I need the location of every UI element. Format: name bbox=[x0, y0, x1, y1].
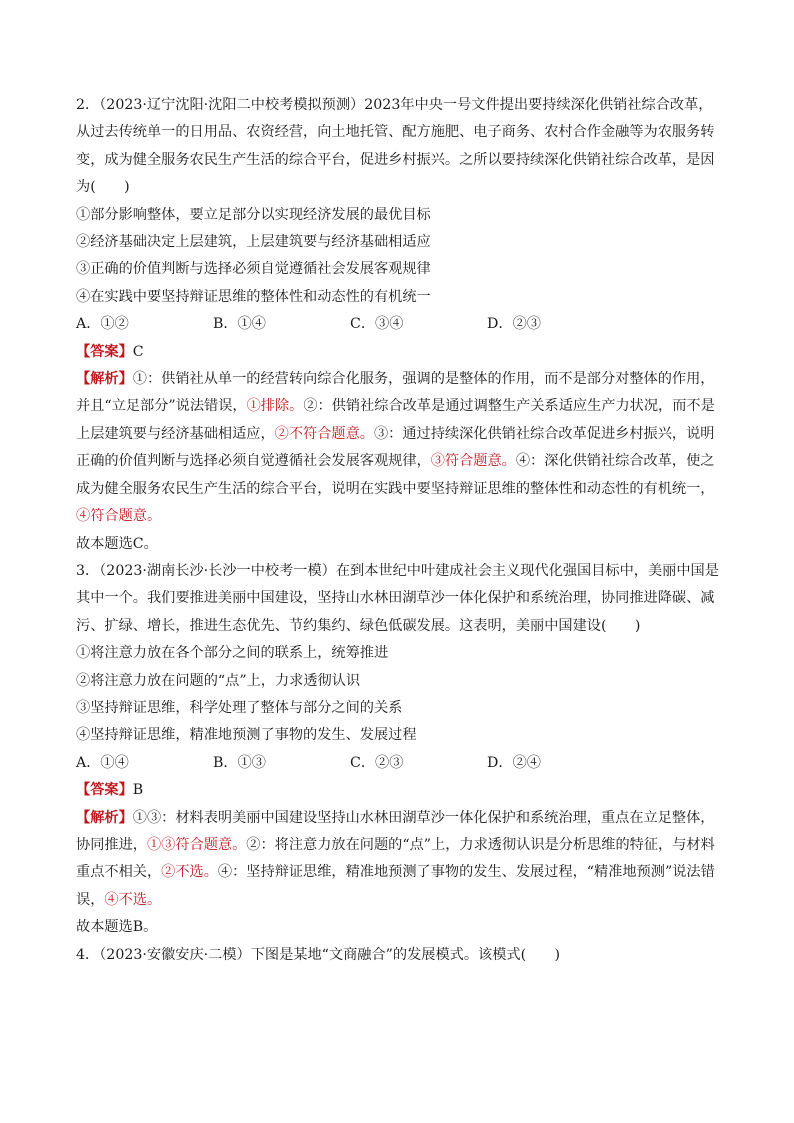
analysis-verdict: ③符合题意。 bbox=[430, 453, 516, 470]
analysis-text: ①③：材料表明美丽中国建设坚持山水林田湖草沙一体化保护和系统治理，重点在立足整体，协同推进， bbox=[76, 809, 715, 853]
question-4-stem: 4．（2023·安徽安庆·二模）下图是某地“文商融合”的发展模式。该模式( ) bbox=[76, 946, 561, 963]
analysis-text: ④：坚持辩证思维，精准地预测了事物的发生、发展过程，“精准地预测”说法错误， bbox=[76, 864, 715, 908]
question-3-statement-3: ③坚持辩证思维，科学处理了整体与部分之间的关系 bbox=[76, 699, 403, 716]
question-3-conclusion: 故本题选B。 bbox=[76, 919, 158, 936]
analysis-verdict: ①③符合题意。 bbox=[146, 836, 247, 853]
question-2-answer bbox=[76, 339, 720, 366]
question-2-statement-3: ③正确的价值判断与选择必须自觉遵循社会发展客观规律 bbox=[76, 261, 431, 278]
question-content bbox=[76, 92, 720, 969]
analysis-label: 【解析】 bbox=[76, 371, 133, 388]
option-a: A．①④ bbox=[76, 754, 129, 771]
analysis-text: ②：将注意力放在问题的“点”上，力求透彻认识是分析思维的特征，与材料重点不相关， bbox=[76, 836, 715, 881]
analysis-verdict: ①排除。 bbox=[246, 398, 304, 415]
analysis-text: ③：通过持续深化供销社综合改革促进乡村振兴，说明正确的价值判断与选择必须自觉遵循社会发展客观规律， bbox=[76, 425, 715, 470]
question-2-statement-2: ②经济基础决定上层建筑，上层建筑要与经济基础相适应 bbox=[76, 234, 431, 251]
question-3-answer bbox=[76, 777, 720, 804]
analysis-text: ①：供销社从单一的经营转向综合化服务，强调的是整体的作用，而不是部分对整体的作用，并且“立足部分”说法错误， bbox=[76, 371, 715, 415]
analysis-verdict: ④符合题意。 bbox=[76, 508, 162, 525]
analysis-verdict: ④不选。 bbox=[104, 891, 162, 908]
question-3-statement-2: ②将注意力放在问题的“点”上，力求透彻认识 bbox=[76, 672, 361, 689]
question-2-conclusion: 故本题选C。 bbox=[76, 535, 158, 552]
question-3-options bbox=[76, 750, 720, 777]
answer-label: 【答案】 bbox=[76, 782, 133, 799]
question-2-statement-1: ①部分影响整体，要立足部分以实现经济发展的最优目标 bbox=[76, 206, 431, 223]
answer-value: B bbox=[132, 782, 144, 799]
question-2-stem: 2．（2023·辽宁沈阳·沈阳二中校考模拟预测）2023年中央一号文件提出要持续深化供销社综合改革，从过去传统单一的日用品、农资经营，向土地托管、配方施肥、电子商务、农村合作金融等为农服务转变，成为健全服务农民生产生活的综合平台，促进乡村振兴。之所以要持续深化供销社综合改革，是因为( ) bbox=[76, 97, 715, 196]
option-d: D．②③ bbox=[487, 316, 541, 333]
analysis-verdict: ②不符合题意。 bbox=[274, 425, 374, 442]
analysis-text: ②：供销社综合改革是通过调整生产关系适应生产力状况，而不是上层建筑要与经济基础相适应， bbox=[76, 398, 715, 442]
question-2-options bbox=[76, 311, 720, 338]
question-2-analysis bbox=[76, 366, 720, 530]
question-3-statement-1: ①将注意力放在各个部分之间的联系上，统筹推进 bbox=[76, 645, 389, 662]
option-a: A．①② bbox=[76, 316, 129, 333]
question-3-statement-4: ④坚持辩证思维，精准地预测了事物的发生、发展过程 bbox=[76, 727, 417, 744]
analysis-text: ④：深化供销社综合改革，使之成为健全服务农民生产生活的综合平台，说明在实践中要坚持辩证思维的整体性和动态性的有机统一， bbox=[76, 453, 715, 497]
option-c: C．③④ bbox=[350, 316, 404, 333]
analysis-verdict: ②不选。 bbox=[161, 864, 218, 881]
option-d: D．②④ bbox=[487, 754, 541, 771]
analysis-label: 【解析】 bbox=[76, 809, 133, 826]
question-3-analysis bbox=[76, 805, 720, 915]
question-3-stem: 3．（2023·湖南长沙·长沙一中校考一模）在到本世纪中叶建成社会主义现代化强国目标中，美丽中国是其中一个。我们要推进美丽中国建设，坚持山水林田湖草沙一体化保护和系统治理，协同推进降碳、减污、扩绿、增长，推进生态优先、节约集约、绿色低碳发展。这表明，美丽中国建设( ) bbox=[76, 562, 719, 634]
option-b: B．①④ bbox=[213, 316, 266, 333]
option-c: C．②③ bbox=[350, 754, 404, 771]
question-2-statement-4: ④在实践中要坚持辩证思维的整体性和动态性的有机统一 bbox=[76, 288, 431, 305]
answer-label: 【答案】 bbox=[76, 343, 133, 360]
answer-value: C bbox=[132, 343, 144, 360]
option-b: B．①③ bbox=[213, 754, 266, 771]
